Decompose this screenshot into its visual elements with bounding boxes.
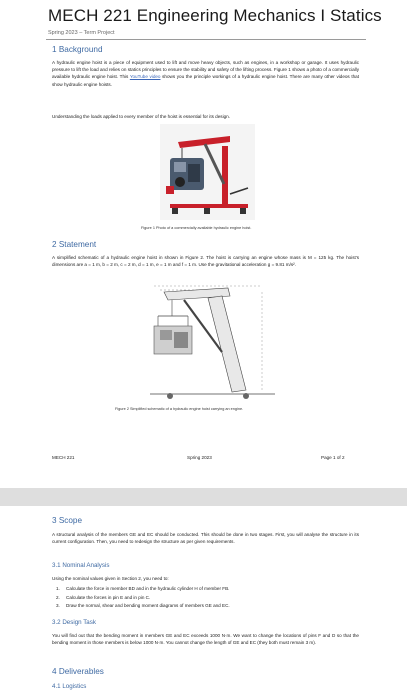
figure-1-caption: Figure 1 Photo of a commercially available hydraulic engine hoist. (141, 226, 252, 230)
task-list (52, 585, 352, 611)
nominal-intro: Using the nominal values given in Section 2, you need to: (52, 576, 169, 581)
footer-page-number: Page 1 of 2 (321, 455, 345, 460)
hoist-schematic-diagram (150, 282, 275, 404)
statement-paragraph: A simplified schematic of a hydraulic engine hoist in shown in Figure 2. The hoist is carrying an engine whose mass is M = 125 kg. The hoist's dimensions are a = 1 m, b = 2 m, c = 2 m, d = 1 m, e = 1 m and f = 1 m. Use the gravitational acceleration g = 9.81 m/s². (52, 255, 359, 268)
background-paragraph-2: Understanding the loads applied to every member of the hoist is essential for its design. (52, 114, 230, 119)
document-subtitle: Spring 2023 – Term Project (48, 30, 115, 36)
engine-hoist-photo (160, 124, 255, 220)
subsection-heading-nominal: 3.1 Nominal Analysis (52, 562, 110, 569)
document-title: MECH 221 Engineering Mechanics I Statics (48, 6, 382, 25)
youtube-video-link[interactable]: YouTube video (129, 74, 161, 80)
figure-2-caption: Figure 2 Simplified schematic of a hydraulic engine hoist carrying an engine. (115, 407, 244, 411)
page-separator (0, 488, 407, 506)
section-heading-scope: 3 Scope (52, 516, 83, 525)
list-item: 1. Calculate the force in member BD and in the hydraulic cylinder H of member FB. (56, 586, 230, 591)
section-heading-background: 1 Background (52, 45, 103, 54)
scope-paragraph: A structural analysis of the members GE and EC should be conducted. This should be done in two stages. First, you will analyse the structure in its current configuration. Then, you need to redesign the structure as per given requirements. (52, 532, 359, 545)
design-paragraph: You will find out that the bending moment in members GE and EC exceeds 1000 N·m. We want to change the locations of pins F and D so that the bending moment in those members is below 1000 N·m. You cannot change the length of GE and EC (they both must remain 3 m). (52, 633, 359, 646)
subsection-heading-logistics: 4.1 Logistics (52, 683, 87, 690)
footer-course: MECH 221 (52, 455, 75, 460)
document-page-2 (0, 506, 407, 700)
title-divider (46, 39, 366, 40)
list-item: 3. Draw the normal, shear and bending moment diagrams of members GE and EC. (56, 603, 230, 608)
section-heading-deliverables: 4 Deliverables (52, 667, 104, 676)
background-paragraph: A hydraulic engine hoist is a piece of equipment used to lift and move heavy objects, such as engines, in a workshop or garage. It uses hydraulic pressure to lift the load and relies on statics principles to ensure the stability and safety of the lifting process. Figure 1 shows a photo of a commercially available hydraulic engine hoist. This YouTube video shows you the principle workings of a hydraulic engine hoist. There are many other videos that show hydraulic engine hoists. (52, 60, 359, 87)
footer-term: Spring 2023 (187, 455, 212, 460)
list-item: 2. Calculate the forces in pin E and in pin C. (56, 594, 151, 600)
subsection-heading-design: 3.2 Design Task (52, 619, 96, 626)
section-heading-statement: 2 Statement (52, 240, 97, 249)
